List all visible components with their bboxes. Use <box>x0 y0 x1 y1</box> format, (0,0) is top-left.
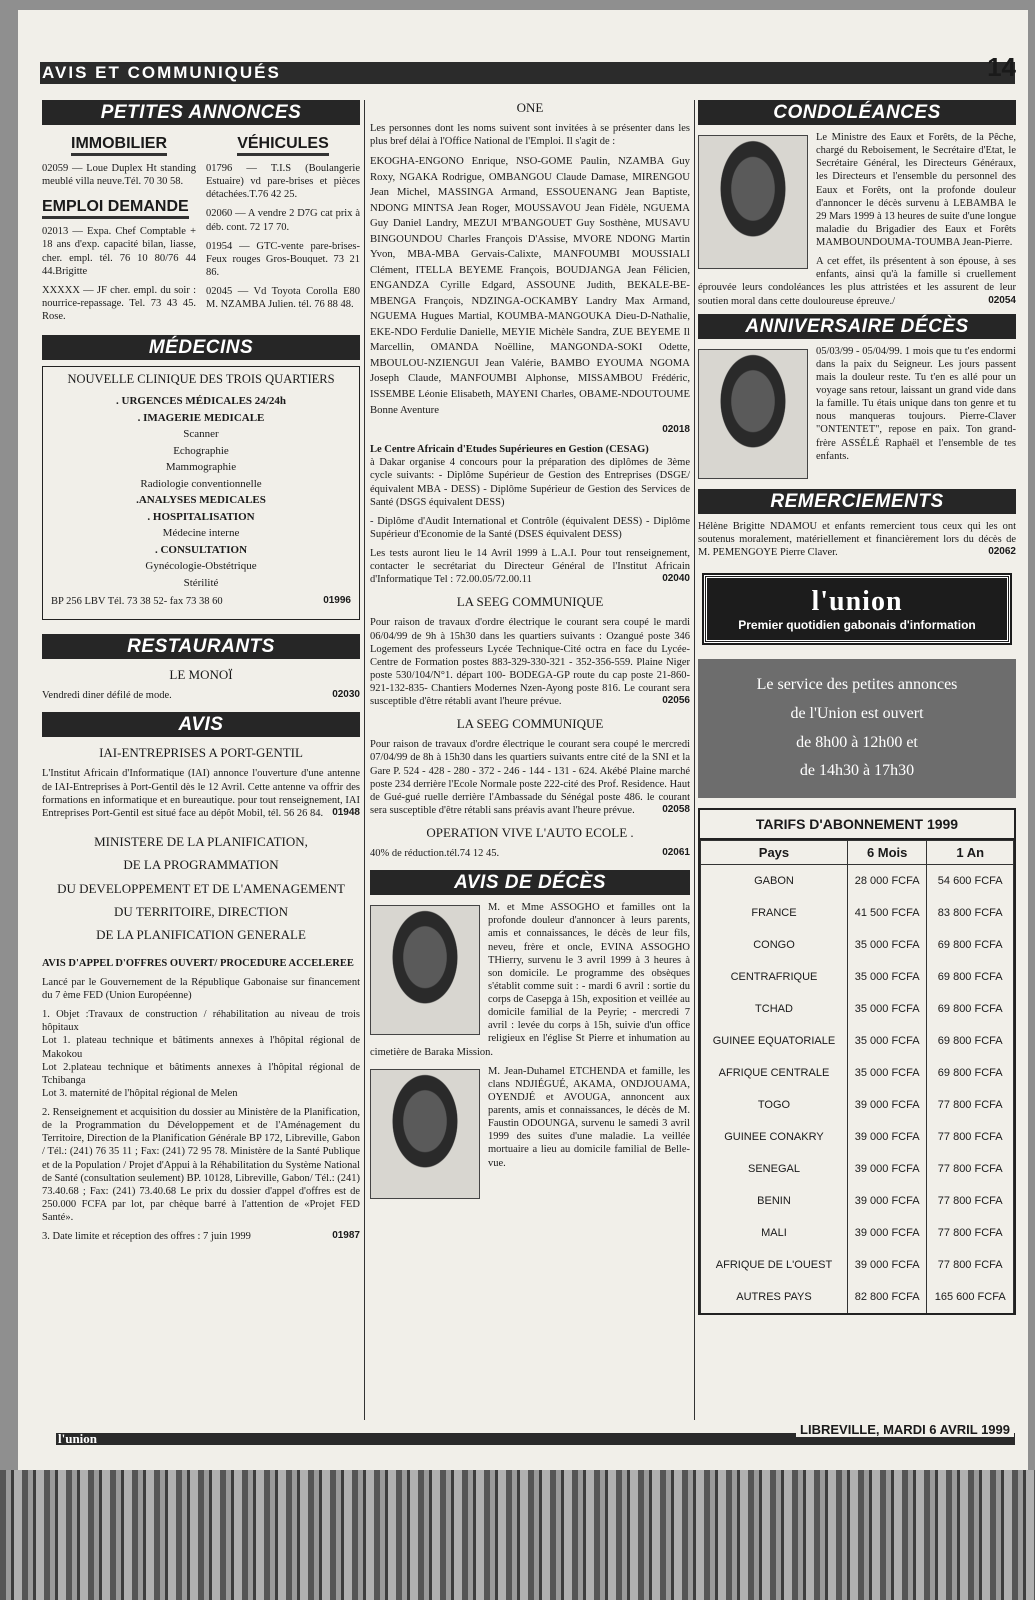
price-cell: 35 000 FCFA <box>847 929 926 961</box>
table-row <box>701 1217 1014 1249</box>
table-row <box>701 1089 1014 1121</box>
seeg-text: Pour raison de travaux d'ordre électrique le courant sera coupé le mardi 06/04/99 de 9h à 15h30 dans les quartiers suivants : Ozangué poste 346 Logement des professeurs Lycée Technique-Cité octra en face du Lycée-Centre de Formation postes 883-329-330-321 - 352-356-559. Plaine Niger poste 530/104/N°1. départ 100- BODEGA-GP route du cap poste 21-860-921-132-835- Chantiers Modernes Nzen-Ayong poste 816. Le courant sera susceptible d'être rétabli avant l'heure prévue. <box>370 617 690 708</box>
iai-text: L'Institut Africain d'Informatique (IAI) annonce l'ouverture d'une antenne de IAI-Entreprises à Port-Gentil dès le 12 Avril. Cette antenne va offrir des formations en informatique et en bureautique. pour tout renseignement, IAI Entreprises Port-Gentil est situé face au dépôt Mobil, tél. 56 26 84. <box>42 768 360 819</box>
clinic-line: . CONSULTATION <box>154 543 248 556</box>
portrait-photo <box>698 349 808 479</box>
ministere-paragraph: 1. Objet :Travaux de construction / réhabilitation au niveau de trois hôpitaux <box>42 1009 360 1034</box>
service-line: de 14h30 à 17h30 <box>799 762 915 780</box>
price-cell: 82 800 FCFA <box>847 1281 926 1313</box>
footer-logo: l'union <box>58 1431 98 1446</box>
service-line: de 8h00 à 12h00 et <box>796 733 918 751</box>
ad-item: 02045 — Vd Toyota Corolla E80 M. NZAMBA Julien. tél. 76 88 48. <box>206 286 360 311</box>
price-cell: 69 800 FCFA <box>927 1057 1014 1089</box>
iai-title: IAI-ENTREPRISES A PORT-GENTIL <box>99 745 303 761</box>
ministere-paragraph: Lancé par le Gouvernement de la République Gabonaise sur financement du 7 ème FED (Union Européenne) <box>42 976 360 1002</box>
table-row <box>701 1185 1014 1217</box>
service-line: de l'Union est ouvert <box>790 704 924 722</box>
table-row <box>701 1249 1014 1281</box>
clinic-line: Gynécologie-Obstétrique <box>145 560 257 573</box>
country-cell: GUINEE CONAKRY <box>701 1121 848 1153</box>
table-header: 1 An <box>927 841 1014 865</box>
table-row <box>701 1121 1014 1153</box>
union-promo-box <box>704 575 1010 643</box>
section-title: AVIS ET COMMUNIQUÉS <box>42 63 281 82</box>
clinic-address: BP 256 LBV Tél. 73 38 52- fax 73 38 60 <box>51 596 223 608</box>
price-cell: 54 600 FCFA <box>927 865 1014 898</box>
footer-date: LIBREVILLE, MARDI 6 AVRIL 1999 <box>796 1422 1014 1437</box>
condoleances-text: A cet effet, ils présentent à son épouse, à ses enfants, ainsi qu'à la famille si cruellement éprouvée leurs condoléances les plus attristées et les assurent de leur soutien moral dans cette douloureuse épreuve./ <box>698 256 1016 307</box>
price-cell: 69 800 FCFA <box>927 961 1014 993</box>
table-row <box>701 1025 1014 1057</box>
clinic-line: Radiologie conventionnelle <box>140 477 262 490</box>
price-cell: 35 000 FCFA <box>847 1025 926 1057</box>
country-cell: FRANCE <box>701 897 848 929</box>
ad-item: 01796 — T.I.S (Boulangerie Estuaire) vd pare-brises et pièces détachées.T.76 42 25. <box>206 163 360 201</box>
ad-item: XXXXX — JF cher. empl. du soir : nourrice-repassage. Tel. 73 43 45. Rose. <box>42 284 196 322</box>
table-row <box>701 897 1014 929</box>
auto-ecole-text: 40% de réduction.tél.74 12 45. <box>370 848 500 860</box>
remerciements-text: Hélène Brigitte NDAMOU et enfants remercient tous ceux qui les ont soutenus moralement, matériellement et financièrement lors du décès de M. PEMENGOYE Pierre Claver. <box>698 520 1016 558</box>
vehicules-heading: VÉHICULES <box>237 135 329 156</box>
service-hours-box <box>698 659 1016 798</box>
medecins-banner: MÉDECINS <box>42 335 360 360</box>
country-cell: TCHAD <box>701 993 848 1025</box>
avis-banner: AVIS <box>42 712 360 737</box>
ref-number: 01948 <box>332 806 360 818</box>
deces-text: M. et Mme ASSOGHO et familles ont la profonde douleur d'annoncer à leurs parents, amis et connaissances, le décès de leur fils, neveu, frère et oncle, EVINA ASSOGHO THierry, survenu le 3 avril 1999 à 3 heures à son domicile. Le programme des obsèques s'établit comme suit : - mardi 6 avril : sortie du corps de Casepga à 15h, exposition et veillée au domicile familial de la Peyrie; - mercredi 7 avril : levée du corps à 15h, suivie d'un office religieux en l'église St Pierre et inhumation au cimetière de Baraka Mission. <box>370 902 690 1058</box>
country-cell: CONGO <box>701 929 848 961</box>
ref-number: 02018 <box>662 424 690 436</box>
tarifs-title: TARIFS D'ABONNEMENT 1999 <box>700 810 1014 840</box>
price-cell: 77 800 FCFA <box>927 1185 1014 1217</box>
table-row <box>701 1153 1014 1185</box>
one-names: EKOGHA-ENGONO Enrique, NSO-GOME Paulin, NZAMBA Guy Roxy, NGAKA Rodrigue, OMBANGOU Claude Damase, MIRENGOU Jean Michel, MASSINGA Armand, ESSOUENANG Jean Baptiste, NDONG MINTSA Jean Roger, MOUSSAVOU Jean Fidèle, NGUEMA Guy Daniel Landry, MEZUI M'BANGOUET Guy Sosthène, MUSAVU BINGOUNDOU Charles François D'Assise, MVORE NDONG Martin Yvon, MBA-MBA Gervais-Calixte, MANFOUMBI MOUSSIALI Clément, ITELLA BEYEME François, BOUDJANGA Jean Félicien, ENGANDZA Cyrille Edgard, ASSOUNE Judith, BEKALE-BE-MBENGA François, NDZINGA-OCKAMBY Landry Max Armand, NGUEMA Hugues Martial, KOUMBA-MANGOUKA Dieu-D-Nathalie, EKE-NDO Ferdulie Danielle, MEYIE Michèle Sandra, ZUE BEYEME Il Marcellin, OMANDA Noëlline, MANGONDA-SOKI Odette, MBOULOU-NZIENGUI Jean Valérie, BAMBO EYOUMA NGOMA Joseph Claude, MANFOUMBI Alphonse, MISSAMBOU Frédéric, ISSEMBE Léonie Elisabeth, MAYENI Charles, OBAME-NDOUTOUME Bonne Aventure <box>370 155 690 416</box>
price-cell: 28 000 FCFA <box>847 865 926 898</box>
newspaper-page <box>18 10 1028 1470</box>
ad-item: 02060 — A vendre 2 D7G cat prix à déb. cont. 72 17 70. <box>206 208 360 233</box>
ref-number: 02058 <box>662 803 690 815</box>
portrait-photo <box>370 1069 480 1199</box>
ref-number: 02056 <box>662 695 690 707</box>
table-row <box>701 865 1014 898</box>
ministere-line: DE LA PROGRAMMATION <box>123 857 279 873</box>
cesag-text: Les tests auront lieu le 14 Avril 1999 à L.A.I. Pour tout renseignement, contacter le secrétariat du Directeur Général de l'Institut Africain d'Informatique Tel : 72.00.05/72.00.11 <box>370 548 690 586</box>
clinic-line: .ANALYSES MEDICALES <box>136 494 266 507</box>
country-cell: AUTRES PAYS <box>701 1281 848 1313</box>
clinic-box <box>42 366 360 620</box>
seeg-title: LA SEEG COMMUNIQUE <box>456 594 604 610</box>
deces-text: M. Jean-Duhamel ETCHENDA et famille, les clans NDJIÉGUÉ, AKAMA, ONDJOUAMA, OYENDJÉ et AVOUGA, annoncent aux parents, amis et connaissances, le décès de M. Faustin ODOUNGA, survenu le samedi 3 avril 1999 des suites d'une maladie. La veillée mortuaire a lieu au domicile familial de Belle-vue. <box>488 1065 690 1169</box>
scan-background <box>0 1470 1035 1600</box>
ref-number: 02054 <box>988 294 1016 306</box>
price-cell: 69 800 FCFA <box>927 929 1014 961</box>
union-tagline: Premier quotidien gabonais d'information <box>738 618 976 632</box>
column-left <box>42 100 360 1249</box>
remerciements-banner: REMERCIEMENTS <box>698 489 1016 514</box>
ad-item: 02013 — Expa. Chef Comptable + 18 ans d'exp. capacité bilan, liasse, cher. empl. tél. 76 10 80/76 44 44.Brigitte <box>42 226 196 277</box>
price-cell: 39 000 FCFA <box>847 1153 926 1185</box>
ref-number: 02030 <box>332 689 360 701</box>
avis-deces-banner: AVIS DE DÉCÈS <box>370 870 690 895</box>
cesag-text: à Dakar organise 4 concours pour la préparation des diplômes de 3ème cycle suivants: - Diplôme Supérieur de Gestion des Entreprises (DSGE/équivalent MBA - DESS) - Diplôme Supérieur de Gestion des Services de Santé (DSGS équivalent DESS) <box>370 457 690 508</box>
ref-number: 02062 <box>988 545 1016 557</box>
clinic-line: . HOSPITALISATION <box>147 510 255 523</box>
price-cell: 35 000 FCFA <box>847 1057 926 1089</box>
clinic-line: Scanner <box>183 428 219 441</box>
country-cell: BENIN <box>701 1185 848 1217</box>
country-cell: TOGO <box>701 1089 848 1121</box>
clinic-line: Stérilité <box>183 576 219 589</box>
ad-item: 01954 — GTC-vente pare-brises- Feux rouges Gros-Bouquet. 73 21 86. <box>206 240 360 278</box>
seeg-title: LA SEEG COMMUNIQUE <box>456 716 604 732</box>
ministere-paragraph: 3. Date limite et réception des offres : 7 juin 1999 <box>42 1231 251 1243</box>
ministere-line: DE LA PLANIFICATION GENERALE <box>96 927 306 943</box>
ministere-paragraph: 2. Renseignement et acquisition du dossier au Ministère de la Planification, de la Programmation du Développement et de l'Aménagement du Territoire, Direction de la Planification Générale BP 172, Libreville, Gabon / Tél.: (241) 76 35 11 ; Fax: (241) 72 95 78. Ministère de la Santé Publique et de la Population / Projet d'Appui à la Réhabilitation du Système National de Santé (consultation seulement) BP. 10128, Libreville, Gabon/ Tél.: (241) 73.40.68 ; Fax: (241) 73.40.68 Le prix du dossier d'appel d'offres est de 250.000 FCFA par lot, par chèque barré à l'attention de «Projet FED Santé». <box>42 1107 360 1224</box>
ref-number: 02061 <box>662 847 690 859</box>
auto-ecole-title: OPERATION VIVE L'AUTO ECOLE . <box>426 825 634 841</box>
column-middle <box>370 100 690 1203</box>
resto-title: LE MONOÏ <box>169 667 233 683</box>
lot-item: Lot 2.plateau technique et bâtiments annexes à l'hôpital régional de Tchibanga <box>42 1061 360 1086</box>
ads-right-column <box>206 131 360 329</box>
petites-annonces-banner: PETITES ANNONCES <box>42 100 360 125</box>
portrait-photo <box>698 135 808 269</box>
clinic-line: Mammographie <box>165 461 237 474</box>
anniversaire-banner: ANNIVERSAIRE DÉCÈS <box>698 314 1016 339</box>
one-title: ONE <box>516 100 544 115</box>
price-cell: 39 000 FCFA <box>847 1089 926 1121</box>
clinic-line: Médecine interne <box>162 527 240 540</box>
column-rule <box>694 100 695 1420</box>
price-cell: 35 000 FCFA <box>847 961 926 993</box>
cesag-title: Le Centre Africain d'Etudes Supérieures en Gestion (CESAG) <box>370 444 649 456</box>
restaurants-banner: RESTAURANTS <box>42 634 360 659</box>
ad-item: 02059 — Loue Duplex Ht standing meublé villa neuve.Tél. 70 30 58. <box>42 163 196 188</box>
table-row <box>701 993 1014 1025</box>
price-cell: 35 000 FCFA <box>847 993 926 1025</box>
price-cell: 69 800 FCFA <box>927 993 1014 1025</box>
clinic-line: . URGENCES MÉDICALES 24/24h <box>116 395 286 408</box>
seeg-text: Pour raison de travaux d'ordre électrique le courant sera coupé le mercredi 07/04/99 de 8h à 15h30 dans les quartiers suivants entre cité de la SNI et la Gare P. 524 - 428 - 280 - 372 - 246 - 144 - 131 - 624. Akébé Plaine marché poste 234 derrière l'Ecole Normale poste 222-cité des Prof. Residence. Haut de Gué-gué ruelle derrière l'Ambassade du Sénégal poste 486. le courant sera susceptible d'être rétabli sans préavis avant l'heure prévue. <box>370 739 690 816</box>
country-cell: GABON <box>701 865 848 898</box>
price-cell: 77 800 FCFA <box>927 1089 1014 1121</box>
table-header: 6 Mois <box>847 841 926 865</box>
price-cell: 39 000 FCFA <box>847 1121 926 1153</box>
ministere-line: MINISTERE DE LA PLANIFICATION, <box>94 833 308 849</box>
price-cell: 83 800 FCFA <box>927 897 1014 929</box>
clinic-title: NOUVELLE CLINIQUE DES TROIS QUARTIERS <box>67 372 335 387</box>
price-cell: 41 500 FCFA <box>847 897 926 929</box>
immobilier-heading: IMMOBILIER <box>71 135 167 156</box>
column-right <box>698 100 1016 1315</box>
price-cell: 77 800 FCFA <box>927 1217 1014 1249</box>
table-row <box>701 961 1014 993</box>
price-cell: 39 000 FCFA <box>847 1217 926 1249</box>
price-cell: 77 800 FCFA <box>927 1249 1014 1281</box>
condoleances-banner: CONDOLÉANCES <box>698 100 1016 125</box>
price-cell: 165 600 FCFA <box>927 1281 1014 1313</box>
country-cell: MALI <box>701 1217 848 1249</box>
column-rule <box>364 100 365 1420</box>
ref-number: 02040 <box>662 573 690 585</box>
price-cell: 77 800 FCFA <box>927 1153 1014 1185</box>
page-number: 14 <box>987 52 1016 82</box>
clinic-line: . IMAGERIE MEDICALE <box>137 411 265 424</box>
service-line: Le service des petites annonces <box>756 676 958 693</box>
ref-number: 01996 <box>323 595 351 607</box>
emploi-heading: EMPLOI DEMANDE <box>42 198 189 219</box>
portrait-photo <box>370 905 480 1035</box>
price-cell: 39 000 FCFA <box>847 1249 926 1281</box>
table-row <box>701 929 1014 961</box>
country-cell: GUINEE EQUATORIALE <box>701 1025 848 1057</box>
one-intro: Les personnes dont les noms suivent sont invitées à se présenter dans les plus bref délai à l'Office National de l'Emploi. Il s'agit de : <box>370 123 690 148</box>
resto-text: Vendredi diner défilé de mode. <box>42 690 172 702</box>
ministere-line: DU TERRITOIRE, DIRECTION <box>114 904 288 920</box>
country-cell: CENTRAFRIQUE <box>701 961 848 993</box>
table-row <box>701 1281 1014 1313</box>
cesag-text: - Diplôme d'Audit International et Contrôle (équivalent DESS) - Diplôme Supérieur d'Economie de la Santé (DSES équivalent DESS) <box>370 515 690 540</box>
table-header: Pays <box>701 841 848 865</box>
ref-number: 01987 <box>332 1230 360 1242</box>
lot-item: Lot 1. plateau technique et bâtiments annexes à l'hôpital régional de Makokou <box>42 1035 360 1060</box>
price-cell: 69 800 FCFA <box>927 1025 1014 1057</box>
country-cell: SENEGAL <box>701 1153 848 1185</box>
lot-item: Lot 3. maternité de l'hôpital régional de Melen <box>42 1087 238 1099</box>
clinic-line: Echographie <box>173 444 229 457</box>
country-cell: AFRIQUE CENTRALE <box>701 1057 848 1089</box>
ads-left-column <box>42 131 196 329</box>
table-row <box>701 1057 1014 1089</box>
clinic-services <box>51 393 351 591</box>
tarifs-table <box>700 840 1014 1313</box>
tarifs-box <box>698 808 1016 1315</box>
ministere-line: DU DEVELOPPEMENT ET DE L'AMENAGEMENT <box>57 880 345 896</box>
price-cell: 39 000 FCFA <box>847 1185 926 1217</box>
price-cell: 77 800 FCFA <box>927 1121 1014 1153</box>
ministere-title <box>42 830 360 947</box>
anniversaire-text: 05/03/99 - 05/04/99. 1 mois que tu t'es endormi dans la paix du Seigneur. Les jours passent mais la douleur reste. Tu t'en es allé pour un voyage sans retour, laissant un grand vide dans la famille. Tu étais unique dans ton genre et tu nous manqueras toujours. Pierre-Claver "ONTENTET", repose en paix. Ton grand-frère ASSÉLÉ Raphaël et l'ensemble de tes enfants. <box>816 345 1016 462</box>
appel-offres-subtitle: AVIS D'APPEL D'OFFRES OUVERT/ PROCEDURE ACCELEREE <box>42 957 354 969</box>
union-logo: l'union <box>811 586 903 617</box>
condoleances-text: Le Ministre des Eaux et Forêts, de la Pêche, chargé du Reboisement, le Secrétaire d'Etat, le Secrétaire Général, les Directeurs Généraux, les Directeurs et l'ensemble du personnel des Eaux et Forêts, ont la profonde douleur d'annoncer le décès survenu à LEBAMBA le 29 Mars 1999 à 13 heures de suite d'une longue maladie du Brigadier des Eaux et Forêts MAMBOUNDOUMA-TOUMBA Jean-Pierre. <box>816 132 1016 248</box>
country-cell: AFRIQUE DE L'OUEST <box>701 1249 848 1281</box>
